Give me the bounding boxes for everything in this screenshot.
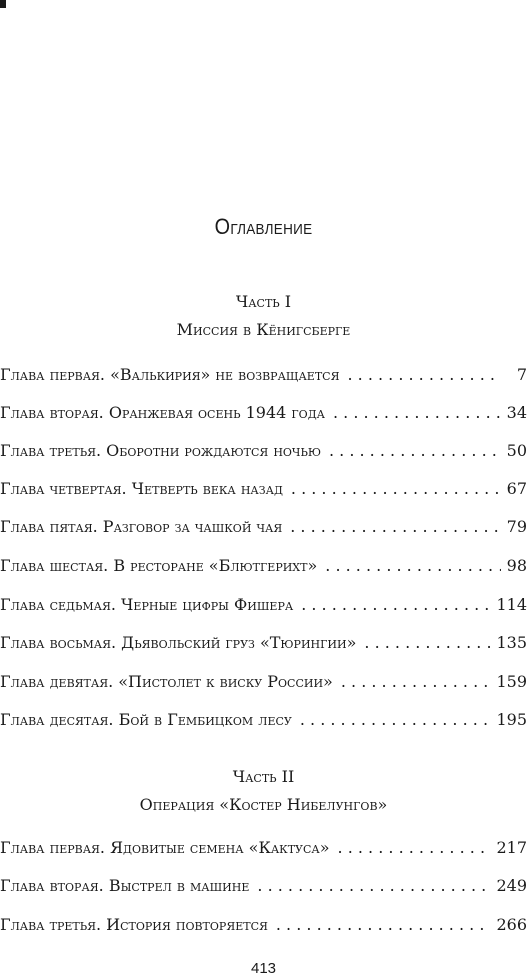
dot-leader — [333, 403, 501, 422]
toc-entry[interactable] — [0, 479, 527, 503]
toc-entry[interactable] — [0, 441, 527, 465]
toc-entry[interactable] — [0, 595, 527, 619]
chapter-label: Глава вторая. Оранжевая осень 1944 года — [0, 403, 325, 422]
corner-mark — [0, 0, 6, 8]
chapter-label: Глава пятая. Разговор за чашкой чая — [0, 517, 283, 536]
chapter-page-number: 98 — [506, 556, 527, 575]
toc-entry[interactable] — [0, 672, 527, 696]
toc-title: Оглавление — [214, 214, 313, 239]
chapter-label: Глава десятая. Бой в Гембицком лесу — [0, 710, 292, 729]
dot-leader — [338, 838, 491, 857]
chapter-page-number: 7 — [516, 365, 527, 384]
chapter-label: Глава первая. «Валькирия» не возвращается — [0, 365, 340, 384]
dot-leader — [325, 556, 500, 575]
dot-leader — [291, 479, 501, 498]
chapter-page-number: 249 — [496, 876, 527, 895]
chapter-page-number: 159 — [496, 672, 527, 691]
toc-entry[interactable] — [0, 556, 527, 580]
toc-entry[interactable] — [0, 915, 527, 939]
toc-entry[interactable] — [0, 517, 527, 541]
chapter-label: Глава седьмая. Черные цифры Фишера — [0, 595, 294, 614]
chapter-page-number: 217 — [496, 838, 527, 857]
chapter-page-number: 114 — [496, 595, 527, 614]
chapter-label: Глава четвертая. Четверть века назад — [0, 479, 283, 498]
chapter-label: Глава третья. История повторяется — [0, 915, 268, 934]
dot-leader — [276, 915, 491, 934]
toc-entry[interactable] — [0, 710, 527, 734]
chapter-page-number: 195 — [496, 710, 527, 729]
part-1-subtitle: Миссия в Кёнигсберге — [176, 320, 351, 339]
dot-leader — [301, 595, 490, 614]
part-2-heading: Часть II — [232, 767, 295, 786]
part-1-heading: Часть I — [235, 292, 292, 311]
toc-entry[interactable] — [0, 876, 527, 900]
toc-entry[interactable] — [0, 838, 527, 862]
page-number-footer: 413 — [250, 960, 277, 977]
toc-entry[interactable] — [0, 403, 527, 427]
dot-leader — [257, 876, 490, 895]
chapter-page-number: 50 — [506, 441, 527, 460]
dot-leader — [300, 710, 491, 729]
dot-leader — [347, 365, 501, 384]
chapter-label: Глава первая. Ядовитые семена «Кактуса» — [0, 838, 330, 857]
chapter-page-number: 67 — [506, 479, 527, 498]
chapter-label: Глава восьмая. Дьявольский груз «Тюрингии» — [0, 633, 357, 652]
toc-entry[interactable] — [0, 633, 527, 657]
dot-leader — [364, 633, 490, 652]
chapter-page-number: 135 — [496, 633, 527, 652]
chapter-label: Глава девятая. «Пистолет к виску России» — [0, 672, 333, 691]
chapter-page-number: 34 — [506, 403, 527, 422]
dot-leader — [341, 672, 491, 691]
chapter-page-number: 79 — [506, 517, 527, 536]
chapter-page-number: 266 — [496, 915, 527, 934]
chapter-label: Глава шестая. В ресторане «Блютгерихт» — [0, 556, 318, 575]
part-2-subtitle: Операция «Костер Нибелунгов» — [139, 795, 388, 814]
dot-leader — [329, 441, 501, 460]
chapter-label: Глава третья. Оборотни рождаются ночью — [0, 441, 321, 460]
toc-entry[interactable] — [0, 365, 527, 389]
dot-leader — [290, 517, 500, 536]
chapter-label: Глава вторая. Выстрел в машине — [0, 876, 250, 895]
